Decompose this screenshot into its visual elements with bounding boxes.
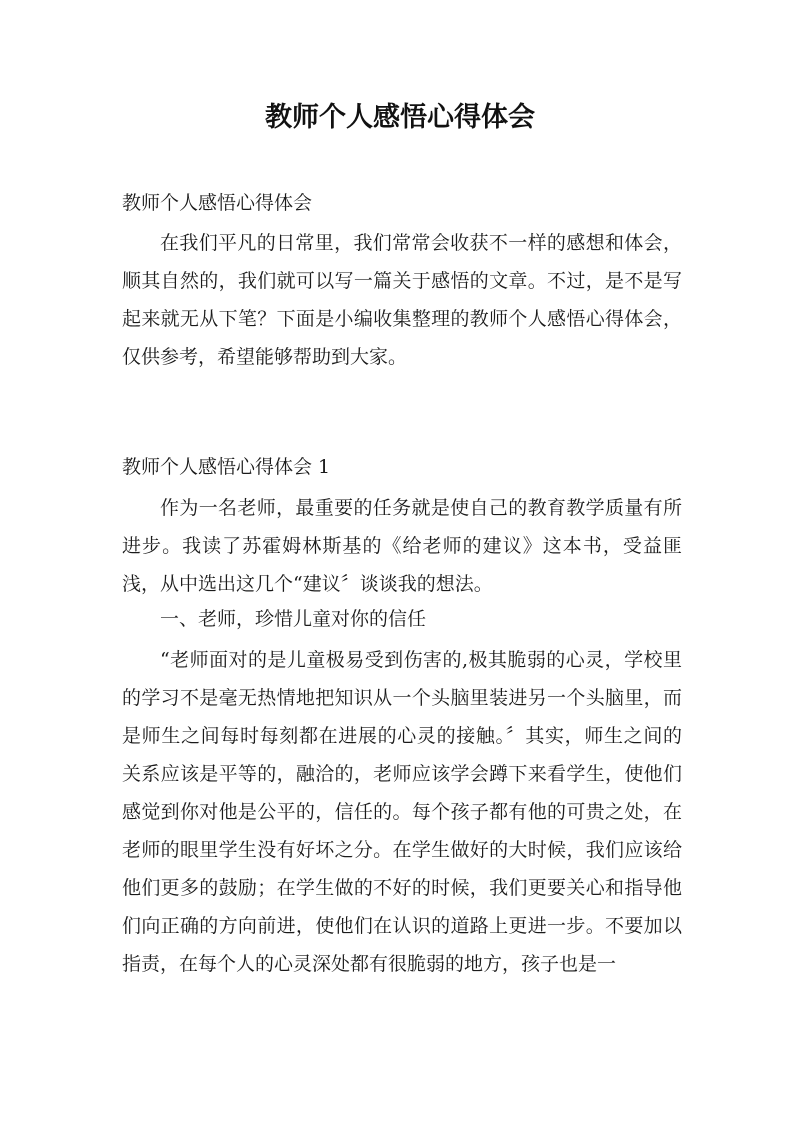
section-heading-1: 教师个人感悟心得体会 1	[122, 456, 331, 478]
intro-paragraph: 在我们平凡的日常里，我们常常会收获不一样的感想和体会，顺其自然的，我们就可以写一篇关于感悟的文章。不过，是不是写起来就无从下笔？下面是小编收集整理的教师个人感悟心得体会，仅供参考，希望能够帮助到大家。	[122, 232, 682, 368]
section1-paragraph: 作为一名老师，最重要的任务就是使自己的教育教学质量有所进步。我读了苏霍姆林斯基的《给老师的建议》这本书，受益匪浅，从中选出这几个“建议〞谈谈我的想法。	[122, 497, 682, 595]
point-heading-1: 一、老师，珍惜儿童对你的信任	[160, 608, 427, 630]
document-title: 教师个人感悟心得体会	[265, 102, 535, 133]
document-subtitle: 教师个人感悟心得体会	[122, 192, 313, 214]
point1-paragraph: “老师面对的是儿童极易受到伤害的,极其脆弱的心灵，学校里的学习不是毫无热情地把知识从一个头脑里装进另一个头脑里，而是师生之间每时每刻都在进展的心灵的接触。〞其实，师生之间的关系应该是平等的，融洽的，老师应该学会蹲下来看学生，使他们感觉到你对他是公平的，信任的。每个孩子都有他的可贵之处，在老师的眼里学生没有好坏之分。在学生做好的大时候，我们应该给他们更多的鼓励；在学生做的不好的时候，我们更要关心和指导他们向正确的方向前进，使他们在认识的道路上更进一步。不要加以指责，在每个人的心灵深处都有很脆弱的地方，孩子也是一	[122, 649, 682, 975]
